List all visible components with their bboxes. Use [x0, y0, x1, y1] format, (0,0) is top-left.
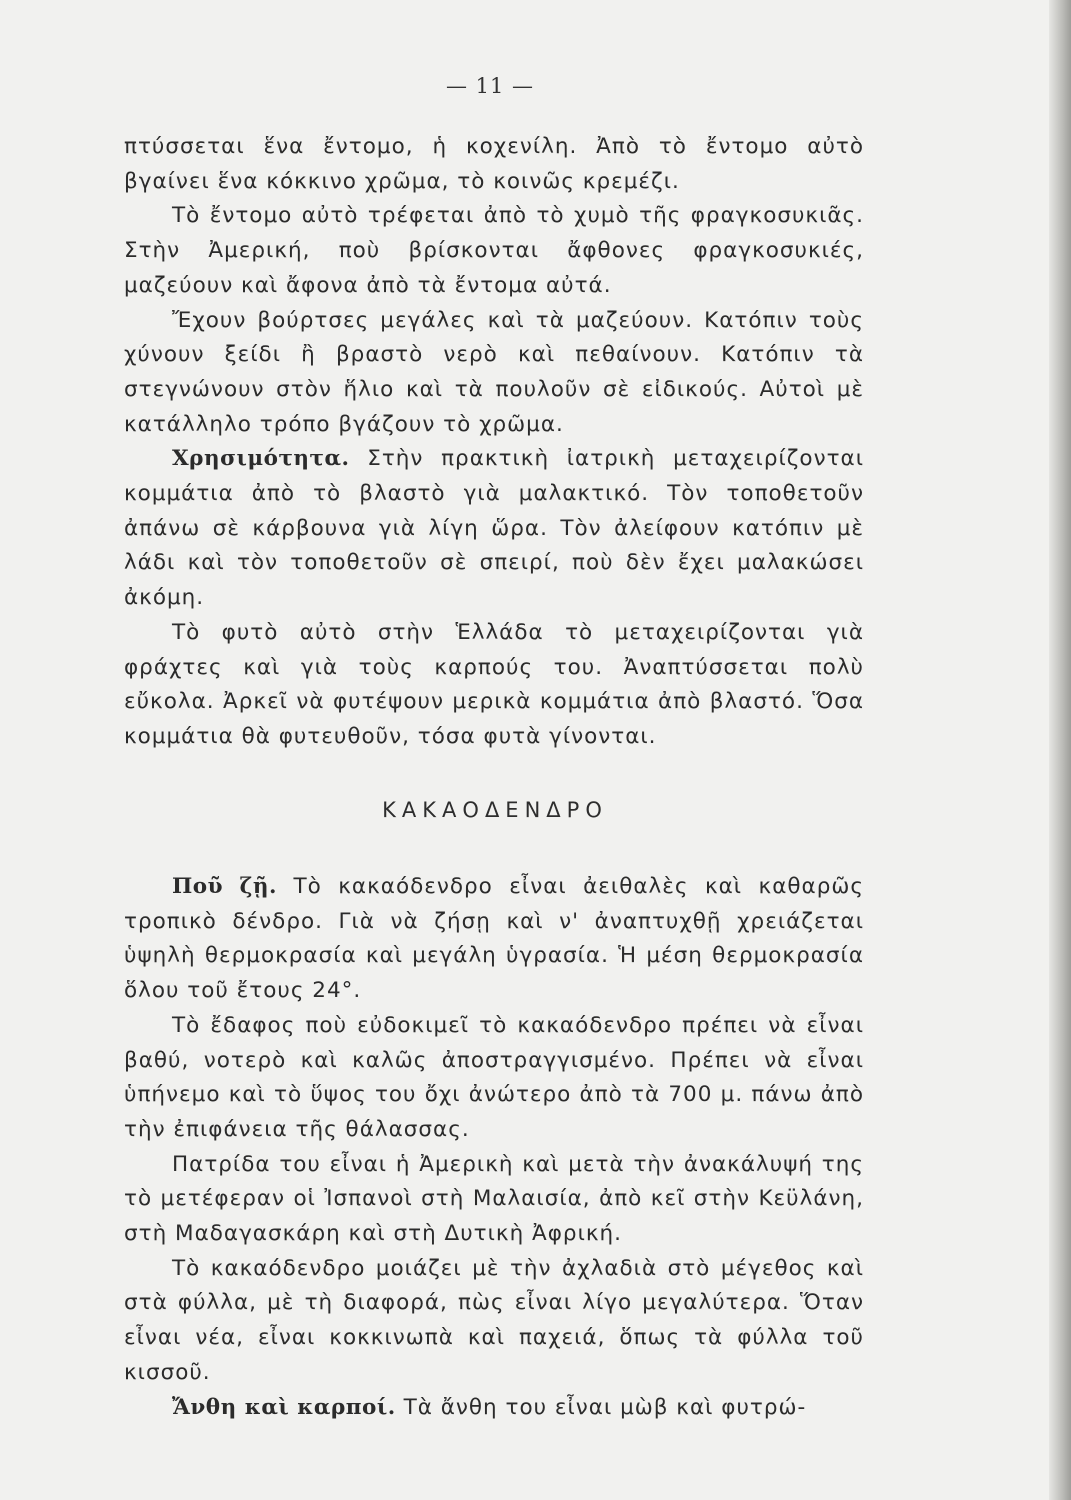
paragraph-lead-in: Ποῦ ζῇ.	[172, 874, 278, 899]
text-block-cacao	[124, 870, 864, 1425]
paragraph-flowers-fruits	[124, 1391, 864, 1426]
page-number: — 11 —	[445, 74, 535, 98]
paragraph-text: πτύσσεται ἕνα ἔντομο, ἡ κοχενίλη. Ἀπὸ τὸ ἔντομο αὐτὸ βγαίνει ἕνα κόκκινο χρῶμα, τὸ κοινῶς κρεμέζι.	[124, 134, 864, 194]
paragraph-text: Ἔχουν βούρτσες μεγάλες καὶ τὰ μαζεύουν. Κατόπιν τοὺς χύνουν ξείδι ἢ βραστὸ νερὸ καὶ πεθαίνουν. Κατόπιν τὰ στεγνώνουν στὸν ἥλιο καὶ τὰ πουλοῦν σὲ εἰδικούς. Αὐτοὶ μὲ κατάλληλο τρόπο βγάζουν τὸ χρῶμα.	[124, 307, 864, 437]
paragraph	[124, 616, 864, 755]
paragraph-lead-in: Χρησιμότητα.	[172, 446, 350, 472]
paragraph	[124, 1252, 864, 1391]
paragraph-text: Τὸ ἔντομο αὐτὸ τρέφεται ἀπὸ τὸ χυμὸ τῆς φραγκοσυκιᾶς. Στὴν Ἀμερική, ποὺ βρίσκονται ἄφθονες φραγκοσυκιές, μαζεύουν καὶ ἄφονα ἀπὸ τὰ ἔντομα αὐτά.	[124, 203, 864, 298]
paragraph	[124, 130, 864, 199]
paragraph	[124, 199, 864, 303]
paragraph-usefulness	[124, 442, 864, 616]
paragraph-text: Τὸ κακαόδενδρο μοιάζει μὲ τὴν ἀχλαδιὰ στὸ μέγεθος καὶ στὰ φύλλα, μὲ τὴ διαφορά, πὼς εἶναι λίγο μεγαλύτερα. Ὅταν εἶναι νέα, εἶναι κοκκινωπὰ καὶ παχειά, ὅπως τὰ φύλλα τοῦ κισσοῦ.	[124, 1255, 864, 1385]
paragraph-text: Στὴν πρακτικὴ ἰατρικὴ μεταχειρίζονται κομμάτια ἀπὸ τὸ βλαστὸ γιὰ μαλακτικό. Τὸν τοποθετοῦν ἀπάνω σὲ κάρβουνα γιὰ λίγη ὥρα. Τὸν ἀλείφουν κατόπιν μὲ λάδι καὶ τὸν τοποθετοῦν σὲ σπειρί, ποὺ δὲν ἔχει μαλακώσει ἀκόμη.	[124, 446, 864, 611]
paragraph-text: Τὸ ἔδαφος ποὺ εὐδοκιμεῖ τὸ κακαόδενδρο πρέπει νὰ εἶναι βαθύ, νοτερὸ καὶ καλῶς ἀποστραγγισμένο. Πρέπει νὰ εἶναι ὑπήνεμο καὶ τὸ ὕψος του ὄχι ἀνώτερο ἀπὸ τὰ 700 μ. πάνω ἀπὸ τὴν ἐπιφάνεια τῆς θάλασσας.	[124, 1012, 864, 1142]
paragraph	[124, 304, 864, 443]
paragraph	[124, 1009, 864, 1148]
paragraph-text: Τὸ κακαόδενδρο εἶναι ἀειθαλὲς καὶ καθαρῶς τροπικὸ δένδρο. Γιὰ νὰ ζήσῃ καὶ ν' ἀναπτυχθῇ χρειάζεται ὑψηλὴ θερμοκρασία καὶ μεγάλη ὑγρασία. Ἡ μέση θερμοκρασία ὅλου τοῦ ἔτους 24°.	[124, 874, 864, 1004]
page-edge-shadow	[1049, 0, 1071, 1500]
paragraph-text: Πατρίδα του εἶναι ἡ Ἀμερικὴ καὶ μετὰ τὴν ἀνακάλυψή της τὸ μετέφεραν οἱ Ἰσπανοὶ στὴ Μαλαισία, ἀπὸ κεῖ στὴν Κεϋλάνη, στὴ Μαδαγασκάρη καὶ στὴ Δυτικὴ Ἀφρική.	[124, 1151, 864, 1247]
text-block-cochineal	[124, 130, 864, 755]
paragraph-text: Τὰ ἄνθη του εἶναι μὼβ καὶ φυτρώ-	[395, 1394, 807, 1420]
paragraph-text: Τὸ φυτὸ αὐτὸ στὴν Ἑλλάδα τὸ μεταχειρίζονται γιὰ φράχτες καὶ γιὰ τοὺς καρπούς του. Ἀναπτύσσεται πολὺ εὔκολα. Ἀρκεῖ νὰ φυτέψουν μερικὰ κομμάτια ἀπὸ βλαστό. Ὅσα κομμάτια θὰ φυτευθοῦν, τόσα φυτὰ γίνονται.	[124, 619, 864, 749]
paragraph-lead-in: Ἄνθη καὶ καρποί.	[172, 1394, 396, 1420]
section-title: ΚΑΚΑΟΔΕΝΔΡΟ	[382, 798, 608, 822]
paragraph	[124, 1148, 864, 1252]
paragraph-habitat	[124, 870, 864, 1009]
